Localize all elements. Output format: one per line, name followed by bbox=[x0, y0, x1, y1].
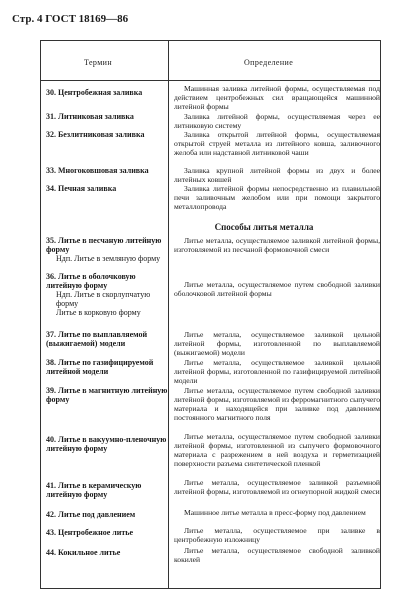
term-44: 44. Кокильное литье bbox=[46, 548, 121, 557]
term-40: 40. Литье в вакуумно-пленочную литейную форму bbox=[46, 435, 167, 453]
table-top-rule bbox=[40, 40, 380, 41]
table-right-border bbox=[380, 40, 381, 588]
definition-44: Литье металла, осуществляемое свободной заливкой кокилей bbox=[174, 546, 380, 564]
definition-35: Литье металла, осуществляемое заливкой литейной формы, изготовляемой из песчаной формовочной смеси bbox=[174, 236, 380, 254]
page-header: Стр. 4 ГОСТ 18169—86 bbox=[12, 13, 129, 25]
definition-43: Литье металла, осуществляемое при заливке в центробежную изложницу bbox=[174, 526, 380, 544]
definition-31: Заливка литейной формы, осуществляемая через ее литниковую систему bbox=[174, 112, 380, 130]
table-left-border bbox=[40, 40, 41, 588]
definition-38: Литье металла, осуществляемое заливкой цельной литейной формы, изготовленной по газифицируемой литейной модели bbox=[174, 358, 380, 385]
table-bottom-rule bbox=[40, 588, 381, 589]
definition-30: Машинная заливка литейной формы, осуществляемая под действием центробежных сил вращающейся машинной литейной формы bbox=[174, 84, 380, 111]
definition-32: Заливка открытой литейной формы, осуществляемая открытой струей металла из литейного ковша, заливочного желоба или надставной литниковой чаши bbox=[174, 130, 380, 157]
term-31: 31. Литниковая заливка bbox=[46, 112, 134, 121]
definition-40: Литье металла, осуществляемое путем свободной заливки литейной формы, изготовленной из сыпучего формовочного материала с разрежением в ней воздуха и герметизацией поверхности разъема синтетической пленкой bbox=[174, 432, 380, 468]
term-36: 36. Литье в оболочковую литейную форму Ндп. Литье в скорлупчатую форму Литье в корковую форму bbox=[46, 272, 151, 317]
term-34: 34. Печная заливка bbox=[46, 184, 117, 193]
definition-37: Литье металла, осуществляемое заливкой цельной литейной формы, изготовленной по выплавляемой (выжигаемой) модели bbox=[174, 330, 380, 357]
column-header-term: Термин bbox=[84, 58, 113, 67]
definition-34: Заливка литейной формы непосредственно из плавильной печи заливочным желобом или при помощи закрытого металлопровода bbox=[174, 184, 380, 211]
term-43: 43. Центробежное литье bbox=[46, 528, 134, 537]
term-38: 38. Литье по газифицируемой литейной модели bbox=[46, 358, 154, 376]
term-35: 35. Литье в песчаную литейную форму Ндп. Литье в земляную форму bbox=[46, 236, 162, 263]
term-30: 30. Центробежная заливка bbox=[46, 88, 143, 97]
definition-33: Заливка крупной литейной формы из двух и более литейных ковшей bbox=[174, 166, 380, 184]
term-33: 33. Многоковшовая заливка bbox=[46, 166, 149, 175]
term-42: 42. Литье под давлением bbox=[46, 510, 136, 519]
definition-39: Литье металла, осуществляемое путем свободной заливки литейной формы, изготовляемой из ферромагнитного сыпучего материала и находящейся при заливке под давлением постоянного магнитного поля bbox=[174, 386, 380, 422]
term-39: 39. Литье в магнитную литейную форму bbox=[46, 386, 168, 404]
term-32: 32. Безлитниковая заливка bbox=[46, 130, 145, 139]
section-title: Способы литья металла bbox=[214, 222, 314, 232]
definition-42: Машинное литье металла в пресс-форму под давлением bbox=[184, 508, 366, 517]
definition-41: Литье металла, осуществляемое заливкой разъемной литейной формы, изготовляемой из огнеупорной жидкой смеси bbox=[174, 478, 380, 496]
definition-36: Литье металла, осуществляемое путем свободной заливки оболочковой литейной формы bbox=[174, 280, 380, 298]
column-header-definition: Определение bbox=[244, 58, 294, 67]
table-header-rule bbox=[40, 80, 380, 81]
term-41: 41. Литье в керамическую литейную форму bbox=[46, 481, 142, 499]
column-divider bbox=[168, 40, 169, 588]
term-37: 37. Литье по выплавляемой (выжигаемой) модели bbox=[46, 330, 148, 348]
